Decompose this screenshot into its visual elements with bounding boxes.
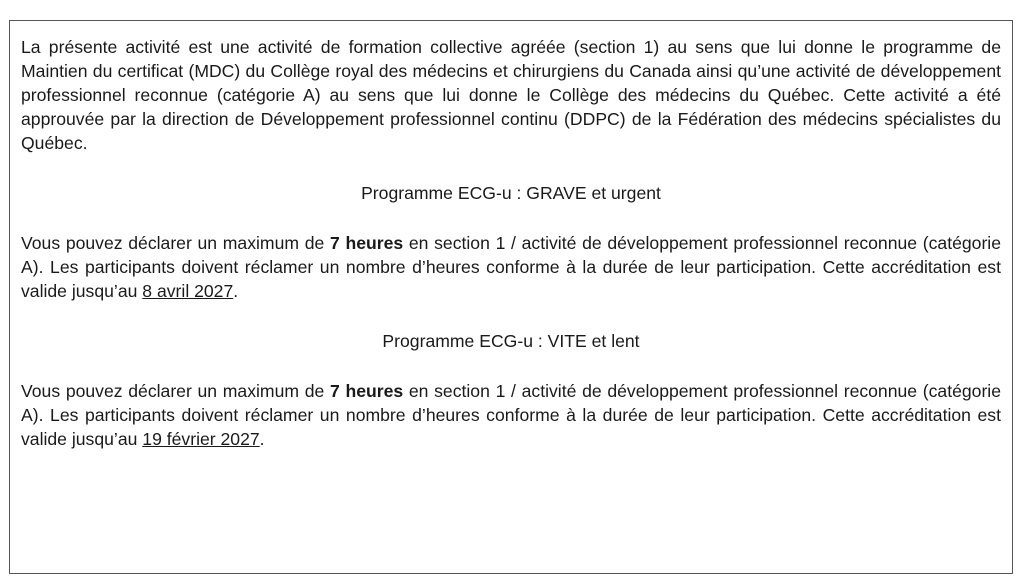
accreditation-box [9,20,1013,574]
program-2-title: Programme ECG-u : VITE et lent [382,331,640,351]
program-2-date: 19 février 2027 [142,429,260,449]
program-2-text-middle: en section 1 / activité de développement professionnel reconnue (catégorie A). Les participants doivent réclamer un nombre d’heures conforme à la durée de leur participation. Cette accréditation est valide jusqu’au [21,381,1002,449]
program-1-hours: 7 heures [329,233,404,253]
program-1-text-middle: en section 1 / activité de développement professionnel reconnue (catégorie A). Les participants doivent réclamer un nombre d’heures conforme à la durée de leur participation. Cette accréditation est valide jusqu’au [21,233,1002,301]
intro-paragraph: La présente activité est une activité de formation collective agréée (section 1) au sens que lui donne le programme de Maintien du certificat (MDC) du Collège royal des médecins et chirurgiens du Canada ainsi qu’une activité de développement professionnel reconnue (catégorie A) au sens que lui donne le Collège des médecins du Québec. Cette activité a été approuvée par la direction de Développement professionnel continu (DDPC) de la Fédération des médecins spécialistes du Québec. [21,37,1001,153]
program-2-hours: 7 heures [329,381,404,401]
program-2-text-end: . [259,429,265,449]
program-1-paragraph [21,231,1001,303]
program-2-text-before: Vous pouvez déclarer un maximum de [21,381,330,401]
program-1-text-before: Vous pouvez déclarer un maximum de [21,233,330,253]
program-1-date: 8 avril 2027 [142,281,234,301]
program-1-title: Programme ECG-u : GRAVE et urgent [361,183,661,203]
program-2-paragraph [21,379,1001,451]
program-1-text-end: . [233,281,239,301]
